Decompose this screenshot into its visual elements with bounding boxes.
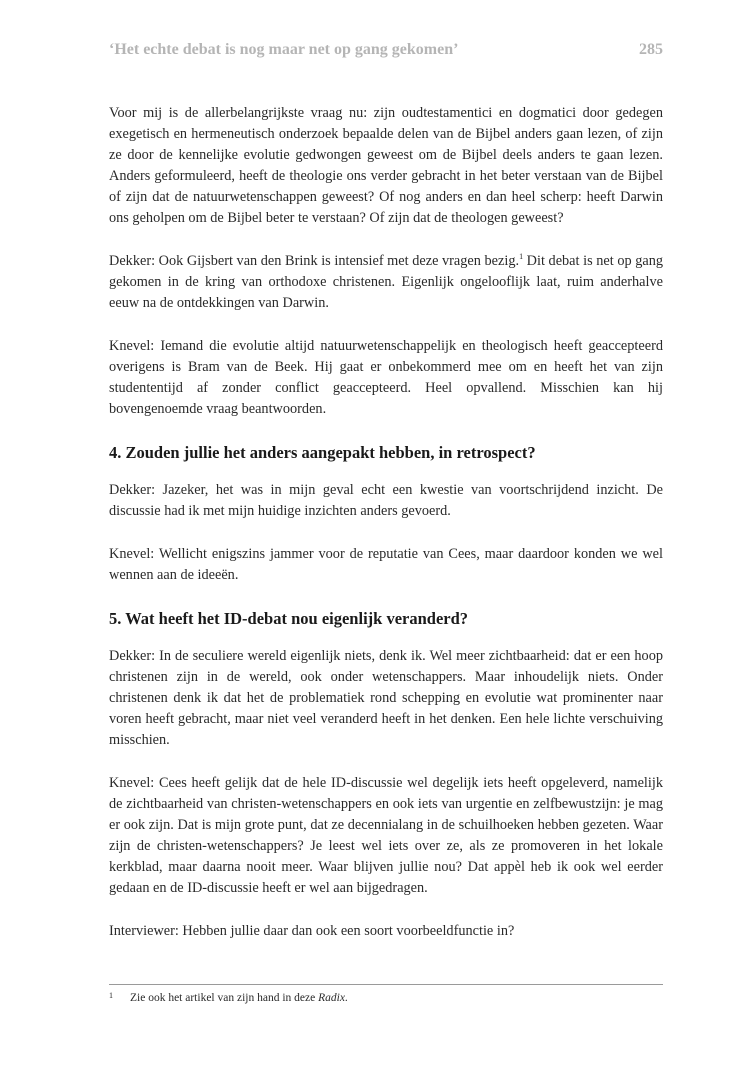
- paragraph: Voor mij is de allerbelangrijkste vraag nu: zijn oudtestamentici en dogmatici door gedegen exegetisch en hermeneutisch onderzoek bepaalde delen van de Bijbel anders gaan lezen, of zijn ze door de kennelijke evolutie gedwongen geweest om de Bijbel deels anders te gaan lezen. Anders geformuleerd, heeft de theologie ons verder gebracht in het beter verstaan van de Bijbel of zijn dat de natuurwetenschappen geweest? Of nog anders en dan heel scherp: heeft Darwin ons geholpen om de Bijbel beter te verstaan? Of zijn dat de theologen geweest?: [109, 105, 663, 226]
- footnote-journal-title: Radix: [318, 992, 345, 1004]
- footnote-text-part: Zie ook het artikel van zijn hand in deze: [130, 992, 319, 1004]
- running-header: [109, 41, 663, 59]
- section-heading: 5. Wat heeft het ID-debat nou eigenlijk veranderd?: [109, 609, 469, 628]
- footnote-divider: [109, 984, 663, 985]
- paragraph: Dekker: In de seculiere wereld eigenlijk niets, denk ik. Wel meer zichtbaarheid: dat er een hoop christenen zijn in de wereld, ook onder wetenschappers. Maar inhoudelijk niets. Onder christenen denk ik dat het de problematiek rond schepping en evolutie wat prominenter naar voren heeft gebracht, maar niet veel veranderd heeft in het denken. Een hele lichte verschuiving misschien.: [109, 648, 663, 748]
- paragraph-text: Dit debat is net op gang gekomen in de kring van orthodoxe christenen. Eigenlijk ongelooflijk laat, ruim anderhalve eeuw na de ontdekkingen van Darwin.: [109, 253, 664, 311]
- section-heading: 4. Zouden jullie het anders aangepakt hebben, in retrospect?: [109, 443, 536, 462]
- paragraph: Knevel: Cees heeft gelijk dat de hele ID-discussie wel degelijk iets heeft opgeleverd, namelijk de zichtbaarheid van christen-wetenschappers en ook iets van urgentie en zelfbewustzijn: je mag er ook zijn. Dat is mijn grote punt, dat ze decennialang in de schuilhoeken hebben gezeten. Waar zijn de christen-wetenschappers? Je leest wel iets over ze, als ze promoveren in het lokale kerkblad, maar daarna nooit meer. Waar blijven jullie nou? Dat appèl heb ik ook wel eerder gedaan en de ID-discussie heeft er wel aan bijgedragen.: [109, 775, 663, 896]
- footnote-number: 1: [109, 991, 113, 1000]
- paragraph: Interviewer: Hebben jullie daar dan ook een soort voorbeeldfunctie in?: [109, 923, 515, 939]
- footnote-text-part: .: [344, 992, 348, 1004]
- footnote: [109, 990, 663, 1006]
- running-title: ‘Het echte debat is nog maar net op gang gekomen’: [109, 41, 459, 58]
- footnote-reference[interactable]: 1: [519, 252, 524, 262]
- main-text: [109, 103, 663, 964]
- paragraph: [109, 251, 663, 314]
- footnote-text: [130, 990, 348, 1006]
- page-number: 285: [639, 41, 663, 58]
- paragraph-text: Dekker: Ook Gijsbert van den Brink is intensief met deze vragen bezig.: [109, 253, 520, 269]
- paragraph: Knevel: Wellicht enigszins jammer voor de reputatie van Cees, maar daardoor konden we wel wennen aan de ideeën.: [109, 546, 663, 583]
- paragraph: Knevel: Iemand die evolutie altijd natuurwetenschappelijk en theologisch heeft geaccepteerd overigens is Bram van de Beek. Hij gaat er onbekommerd mee om en heeft het van zijn studententijd af zonder conflict geaccepteerd. Heel opvallend. Misschien kan hij bovengenoemde vraag beantwoorden.: [109, 338, 663, 417]
- paragraph: Dekker: Jazeker, het was in mijn geval echt een kwestie van voortschrijdend inzicht. De discussie had ik met mijn huidige inzichten anders gevoerd.: [109, 482, 663, 519]
